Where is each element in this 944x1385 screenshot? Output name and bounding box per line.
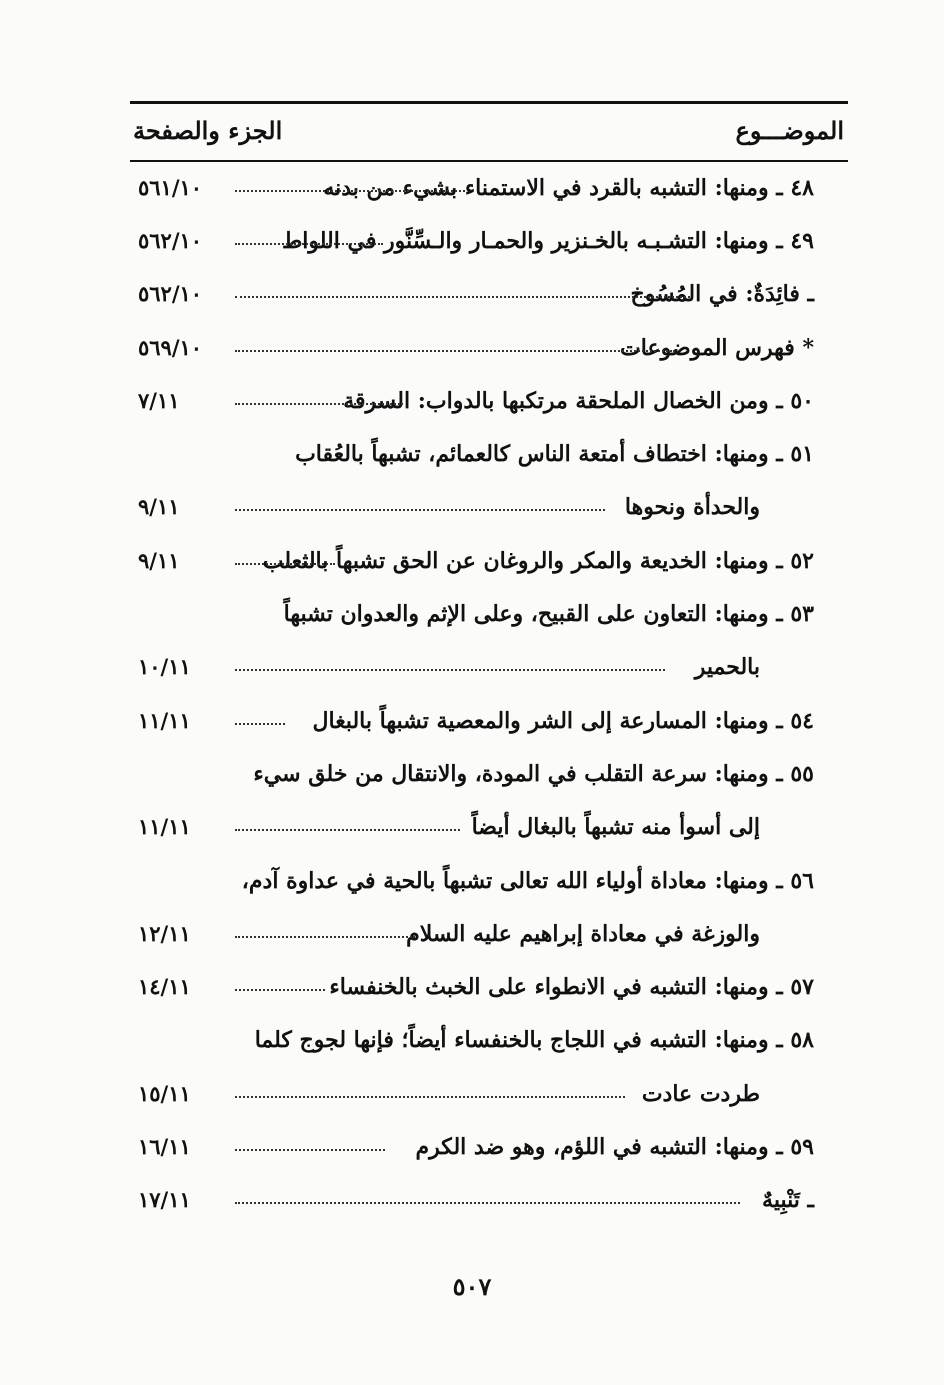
- leader-dots: [235, 1096, 625, 1098]
- entry-text: بالحمير: [694, 654, 760, 680]
- entry-text: ٥٣ ـ ومنها: التعاون على القبيح، وعلى الإثم والعدوان تشبهاً: [283, 601, 814, 627]
- index-entry: [130, 223, 848, 259]
- entry-ref: ٩/١١: [138, 548, 180, 573]
- index-entry: [130, 543, 848, 579]
- leader-dots: [235, 669, 665, 671]
- entry-text: إلى أسوأ منه تشبهاً بالبغال أيضاً: [471, 814, 760, 840]
- entry-text: * فهرس الموضوعات: [620, 335, 814, 361]
- entry-text: ٥٤ ـ ومنها: المسارعة إلى الشر والمعصية تشبهاً بالبغال: [312, 708, 814, 734]
- index-entry: [130, 436, 848, 472]
- entry-text: ٤٨ ـ ومنها: التشبه بالقرد في الاستمناء بشيء من بدنه: [323, 175, 814, 201]
- leader-dots: [235, 190, 465, 192]
- index-entry: [130, 276, 848, 312]
- entry-text: ٥٧ ـ ومنها: التشبه في الانطواء على الخبث بالخنفساء: [329, 974, 814, 1000]
- entry-ref: ١١/١١: [138, 708, 191, 733]
- entry-text: والوزغة في معاداة إبراهيم عليه السلام: [406, 921, 760, 947]
- leader-dots: [235, 563, 335, 565]
- entry-ref: ١٧/١١: [138, 1187, 191, 1212]
- leader-dots: [235, 723, 285, 725]
- leader-dots: [235, 296, 690, 298]
- entry-ref: ١٠/١١: [138, 654, 191, 679]
- entry-text: ٥٢ ـ ومنها: الخديعة والمكر والروغان عن الحق تشبهاً بالثعلب: [262, 548, 814, 574]
- leader-dots: [235, 509, 605, 511]
- entry-text: ٥٥ ـ ومنها: سرعة التقلب في المودة، والانتقال من خلق سيء: [253, 761, 814, 787]
- index-entry: [130, 1182, 848, 1218]
- entry-text: ٥٠ ـ ومن الخصال الملحقة مرتكبها بالدواب: السرقة: [343, 388, 814, 414]
- index-entry: [130, 969, 848, 1005]
- entry-text: ـ تَنْبِيهٌ: [762, 1187, 814, 1213]
- entry-text: ٥٨ ـ ومنها: التشبه في اللجاج بالخنفساء أيضاً؛ فإنها لجوج كلما: [254, 1027, 814, 1053]
- leader-dots: [235, 350, 675, 352]
- entry-ref: ١٦/١١: [138, 1134, 191, 1159]
- entry-ref: ٥٦٢/١٠: [138, 228, 203, 253]
- entry-ref: ١٢/١١: [138, 921, 191, 946]
- index-entry-continuation: [130, 1076, 848, 1112]
- leader-dots: [235, 1149, 385, 1151]
- entry-text: ٤٩ ـ ومنها: التشـبـه بالخـنزير والحمـار والـسِّنَّور في اللواط: [281, 228, 814, 254]
- leader-dots: [235, 989, 325, 991]
- index-entry: [130, 703, 848, 739]
- top-rule: [130, 101, 848, 104]
- entry-ref: ٥٦٩/١٠: [138, 335, 203, 360]
- entry-ref: ١١/١١: [138, 814, 191, 839]
- index-entry-continuation: [130, 916, 848, 952]
- entry-text: ٥٩ ـ ومنها: التشبه في اللؤم، وهو ضد الكرم: [415, 1134, 814, 1160]
- entry-ref: ١٥/١١: [138, 1081, 191, 1106]
- entry-text: طردت عادت: [641, 1081, 760, 1107]
- header-topic: الموضـــوع: [735, 116, 844, 145]
- index-entry-continuation: [130, 809, 848, 845]
- index-entry: [130, 756, 848, 792]
- page-number: ٥٠٧: [452, 1272, 492, 1301]
- index-entry: [130, 383, 848, 419]
- entry-text: ٥٦ ـ ومنها: معاداة أولياء الله تعالى تشبهاً بالحية في عداوة آدم،: [241, 868, 814, 894]
- index-entry: [130, 863, 848, 899]
- header-volume-page: الجزء والصفحة: [133, 116, 283, 145]
- leader-dots: [235, 1202, 740, 1204]
- leader-dots: [235, 243, 383, 245]
- leader-dots: [235, 403, 403, 405]
- index-entry-continuation: [130, 649, 848, 685]
- index-entry-continuation: [130, 489, 848, 525]
- index-entry: [130, 1022, 848, 1058]
- index-entry: [130, 170, 848, 206]
- entry-ref: ٩/١١: [138, 494, 180, 519]
- entry-ref: ٧/١١: [138, 388, 180, 413]
- index-entry: [130, 1129, 848, 1165]
- entry-text: ٥١ ـ ومنها: اختطاف أمتعة الناس كالعمائم، تشبهاً بالعُقاب: [295, 441, 814, 467]
- entry-text: والحدأة ونحوها: [624, 494, 760, 520]
- leader-dots: [235, 936, 415, 938]
- entry-ref: ١٤/١١: [138, 974, 191, 999]
- header-rule: [130, 160, 848, 162]
- leader-dots: [235, 829, 460, 831]
- index-entry: [130, 330, 848, 366]
- entry-ref: ٥٦٢/١٠: [138, 281, 203, 306]
- entry-text: ـ فائِدَةٌ: في المُسُوخ: [630, 281, 814, 307]
- entry-ref: ٥٦١/١٠: [138, 175, 203, 200]
- index-entry: [130, 596, 848, 632]
